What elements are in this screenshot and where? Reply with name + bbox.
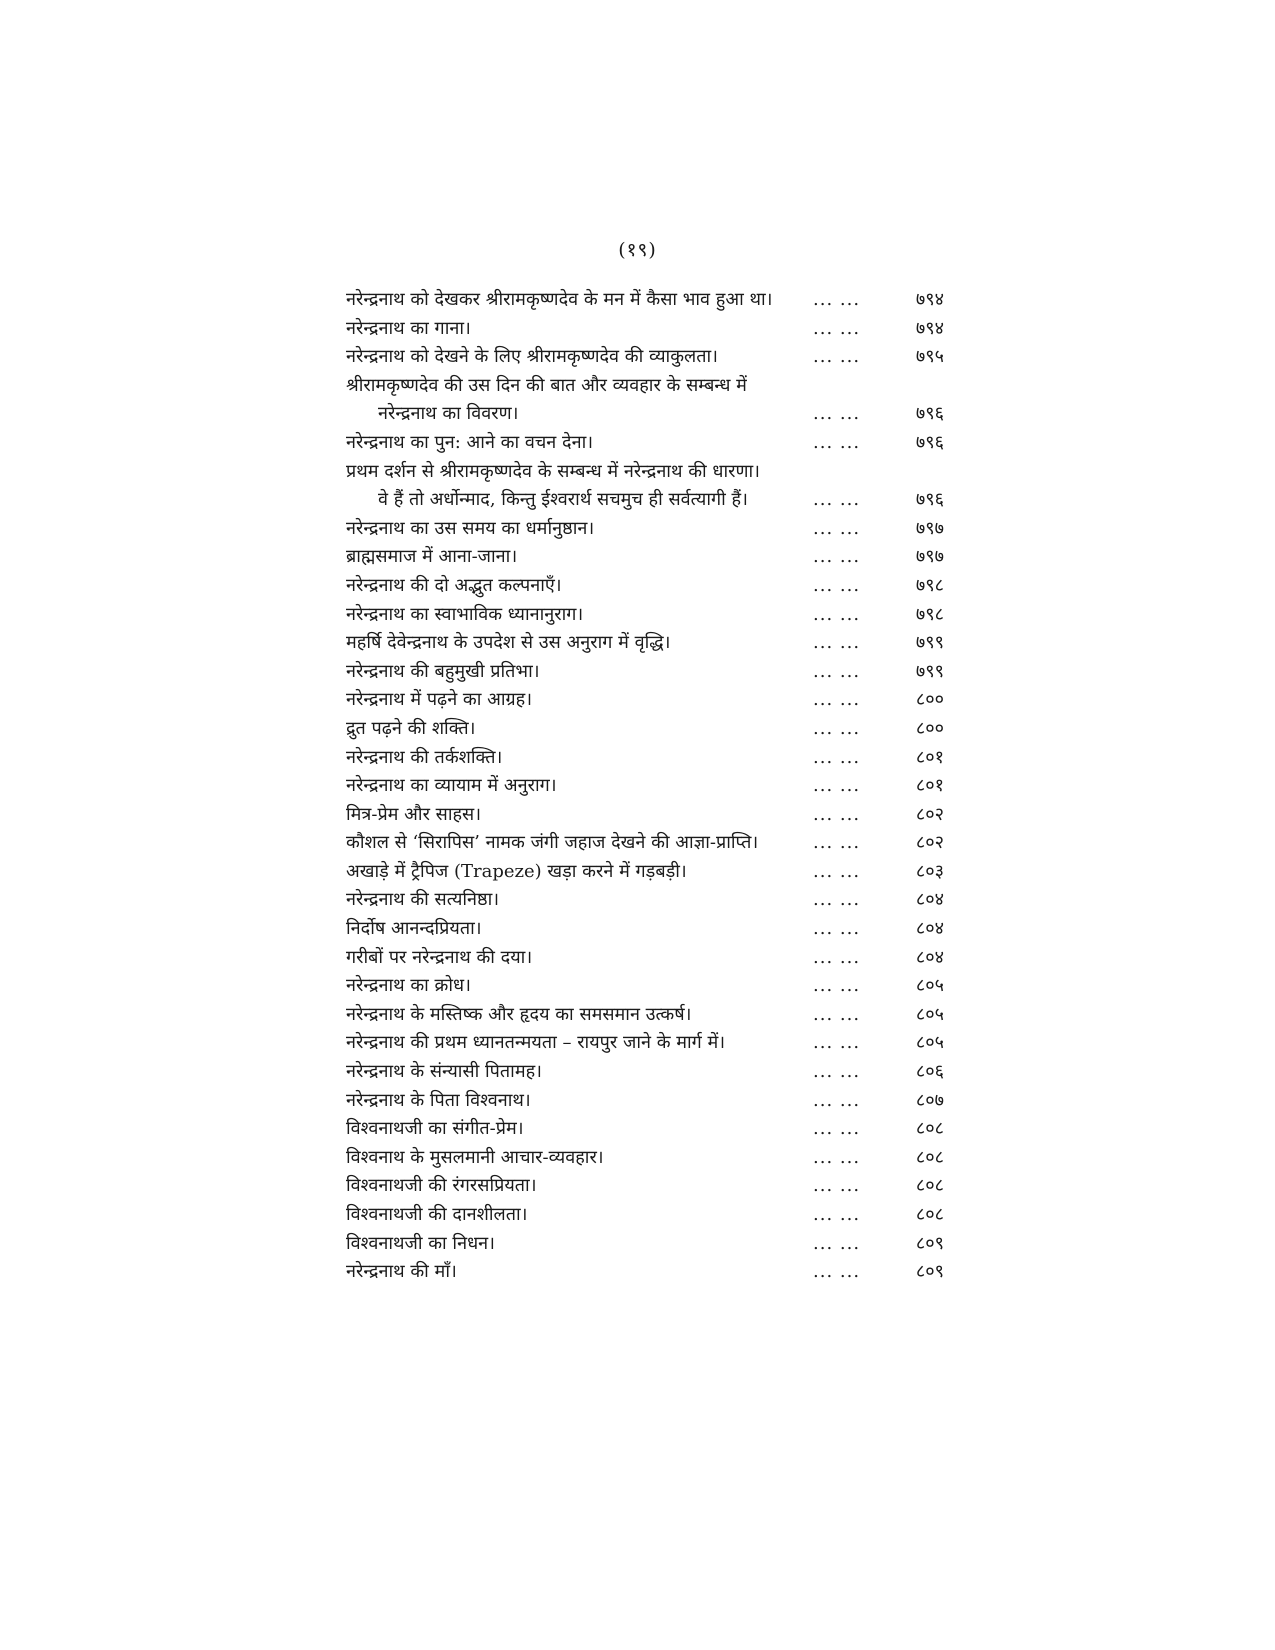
toc-entry-leader: ... ...	[813, 1261, 861, 1283]
toc-entry-title: अखाड़े में ट्रैपिज (Trapeze) खड़ा करने में गड़बड़ी।	[346, 860, 687, 882]
toc-entry-leader: ... ...	[813, 1232, 861, 1254]
toc-entry-leader: ... ...	[813, 546, 861, 568]
toc-entry-page: ७९९	[915, 660, 944, 682]
toc-entry-title: नरेन्द्रनाथ की दो अद्भुत कल्पनाएँ।	[346, 574, 562, 596]
toc-entry-leader: ... ...	[813, 803, 861, 825]
toc-entry-leader: ... ...	[813, 574, 861, 596]
toc-entry	[346, 1058, 946, 1087]
toc-entry-page: ८०७	[915, 1089, 944, 1111]
toc-entry	[346, 458, 946, 487]
toc-entry-title: नरेन्द्रनाथ की तर्कशक्ति।	[346, 746, 503, 768]
toc-entry	[346, 343, 946, 372]
toc-entry-title: प्रथम दर्शन से श्रीरामकृष्णदेव के सम्बन्ध में नरेन्द्रनाथ की धारणा।	[346, 460, 760, 482]
toc-entry	[346, 400, 946, 429]
toc-entry	[346, 744, 946, 773]
toc-entry-leader: ... ...	[813, 689, 861, 711]
toc-entry-leader: ... ...	[813, 1032, 861, 1054]
toc-entry-leader: ... ...	[813, 632, 861, 654]
toc-entry-leader: ... ...	[813, 517, 861, 539]
toc-entry-leader: ... ...	[813, 431, 861, 453]
toc-entry-title: नरेन्द्रनाथ का गाना।	[346, 317, 471, 339]
table-of-contents	[346, 286, 946, 1287]
toc-entry-page: ७९६	[915, 403, 944, 425]
toc-entry-page: ७९७	[915, 546, 944, 568]
toc-entry-title: नरेन्द्रनाथ को देखने के लिए श्रीरामकृष्णदेव की व्याकुलता।	[346, 346, 718, 368]
toc-entry	[346, 315, 946, 344]
toc-entry-page: ८०२	[915, 803, 944, 825]
toc-entry	[346, 1230, 946, 1259]
toc-entry-title: विश्वनाथ के मुसलमानी आचार-व्यवहार।	[346, 1146, 604, 1168]
toc-entry-leader: ... ...	[813, 1061, 861, 1083]
toc-entry-page: ७९५	[915, 346, 944, 368]
toc-entry-title: विश्वनाथजी की रंगरसप्रियता।	[346, 1175, 537, 1197]
toc-entry-title: वे हैं तो अर्धोन्माद, किन्तु ईश्वरार्थ सचमुच ही सर्वत्यागी हैं।	[378, 489, 748, 511]
toc-entry-title: नरेन्द्रनाथ के संन्यासी पितामह।	[346, 1061, 542, 1083]
toc-entry	[346, 1201, 946, 1230]
toc-entry-leader: ... ...	[813, 489, 861, 511]
toc-entry-title: नरेन्द्रनाथ का पुन: आने का वचन देना।	[346, 431, 594, 453]
toc-entry-title: विश्वनाथजी की दानशीलता।	[346, 1204, 528, 1225]
toc-entry	[346, 886, 946, 915]
toc-entry-page: ७९४	[915, 317, 944, 339]
toc-entry-title: नरेन्द्रनाथ की बहुमुखी प्रतिभा।	[346, 660, 540, 682]
toc-entry-title: गरीबों पर नरेन्द्रनाथ की दया।	[346, 946, 533, 968]
toc-entry-title: श्रीरामकृष्णदेव की उस दिन की बात और व्यवहार के सम्बन्ध में	[346, 374, 747, 396]
toc-entry-leader: ... ...	[813, 289, 861, 310]
toc-entry-leader: ... ...	[813, 317, 861, 339]
toc-entry	[346, 629, 946, 658]
toc-entry-page: ८०४	[915, 918, 944, 940]
toc-entry	[346, 1001, 946, 1030]
toc-entry-page: ७९६	[915, 489, 944, 511]
toc-entry	[346, 972, 946, 1001]
toc-entry-leader: ... ...	[813, 975, 861, 997]
toc-entry-leader: ... ...	[813, 1204, 861, 1225]
toc-entry-page: ७९६	[915, 431, 944, 453]
toc-entry-page: ८०८	[915, 1118, 944, 1140]
toc-entry-title: नरेन्द्रनाथ का स्वाभाविक ध्यानानुराग।	[346, 603, 584, 625]
toc-entry-page: ८०३	[915, 860, 944, 882]
toc-entry-page: ७९७	[915, 517, 944, 539]
toc-entry-leader: ... ...	[813, 660, 861, 682]
toc-entry-leader: ... ...	[813, 832, 861, 854]
toc-entry-page: ७९९	[915, 632, 944, 654]
toc-entry	[346, 1029, 946, 1058]
toc-entry-title: निर्दोष आनन्दप्रियता।	[346, 918, 482, 940]
toc-entry-leader: ... ...	[813, 1175, 861, 1197]
toc-entry-page: ८०९	[915, 1232, 944, 1254]
toc-entry-leader: ... ...	[813, 1118, 861, 1140]
toc-entry-page: ८०५	[915, 975, 944, 997]
toc-entry	[346, 944, 946, 973]
toc-entry-title: नरेन्द्रनाथ का विवरण।	[378, 403, 519, 425]
toc-entry	[346, 286, 946, 315]
toc-entry	[346, 1172, 946, 1201]
toc-entry-page: ८०५	[915, 1032, 944, 1054]
toc-entry-leader: ... ...	[813, 860, 861, 882]
toc-entry	[346, 658, 946, 687]
toc-entry-title: ब्राह्मसमाज में आना-जाना।	[346, 546, 518, 568]
toc-entry	[346, 1115, 946, 1144]
toc-entry	[346, 372, 946, 401]
toc-entry-title: नरेन्द्रनाथ का व्यायाम में अनुराग।	[346, 775, 557, 797]
toc-entry-leader: ... ...	[813, 403, 861, 425]
toc-entry-leader: ... ...	[813, 1003, 861, 1025]
toc-entry-title: नरेन्द्रनाथ की सत्यनिष्ठा।	[346, 889, 500, 911]
toc-entry-page: ८०१	[915, 775, 944, 797]
toc-entry-title: कौशल से ‘सिरापिस’ नामक जंगी जहाज देखने की आज्ञा-प्राप्ति।	[346, 832, 759, 854]
toc-entry-page: ८०४	[915, 889, 944, 911]
toc-entry	[346, 429, 946, 458]
toc-entry-page: ८०९	[915, 1261, 944, 1283]
toc-entry	[346, 572, 946, 601]
toc-entry	[346, 515, 946, 544]
toc-entry-page: ८०८	[915, 1146, 944, 1168]
toc-entry-page: ८०८	[915, 1175, 944, 1197]
toc-entry	[346, 601, 946, 630]
toc-entry-leader: ... ...	[813, 1089, 861, 1111]
toc-entry	[346, 772, 946, 801]
toc-entry-page: ८०१	[915, 746, 944, 768]
toc-entry-page: ८०४	[915, 946, 944, 968]
toc-entry-leader: ... ...	[813, 918, 861, 940]
toc-entry-leader: ... ...	[813, 889, 861, 911]
toc-entry-leader: ... ...	[813, 1146, 861, 1168]
toc-entry	[346, 1144, 946, 1173]
toc-entry-page: ८०८	[915, 1204, 944, 1225]
toc-entry-title: विश्वनाथजी का निधन।	[346, 1232, 495, 1254]
toc-entry-leader: ... ...	[813, 946, 861, 968]
toc-entry-leader: ... ...	[813, 603, 861, 625]
toc-entry-title: नरेन्द्रनाथ के पिता विश्वनाथ।	[346, 1089, 531, 1111]
page-number: (१९)	[618, 239, 657, 261]
toc-entry	[346, 915, 946, 944]
toc-entry-title: मित्र-प्रेम और साहस।	[346, 803, 482, 825]
toc-entry-page: ८०५	[915, 1003, 944, 1025]
toc-entry	[346, 829, 946, 858]
toc-entry-page: ८००	[915, 689, 944, 711]
toc-entry-page: ७९८	[915, 603, 944, 625]
toc-entry-page: ७९४	[915, 289, 944, 310]
toc-entry	[346, 1087, 946, 1116]
toc-entry-leader: ... ...	[813, 346, 861, 368]
toc-entry-leader: ... ...	[813, 775, 861, 797]
toc-entry-title: नरेन्द्रनाथ की प्रथम ध्यानतन्मयता – रायपुर जाने के मार्ग में।	[346, 1032, 726, 1054]
toc-entry-page: ८००	[915, 717, 944, 739]
toc-entry-title: द्रुत पढ़ने की शक्ति।	[346, 717, 476, 739]
toc-entry	[346, 486, 946, 515]
toc-entry	[346, 801, 946, 830]
toc-entry-page: ८०२	[915, 832, 944, 854]
toc-entry-title: नरेन्द्रनाथ के मस्तिष्क और हृदय का समसमान उत्कर्ष।	[346, 1003, 692, 1025]
toc-entry-title: नरेन्द्रनाथ की माँ।	[346, 1261, 457, 1283]
toc-entry	[346, 858, 946, 887]
toc-entry	[346, 1258, 946, 1287]
toc-entry-title: विश्वनाथजी का संगीत-प्रेम।	[346, 1118, 524, 1140]
toc-entry-title: नरेन्द्रनाथ में पढ़ने का आग्रह।	[346, 689, 533, 711]
toc-entry	[346, 686, 946, 715]
toc-entry-page: ७९८	[915, 574, 944, 596]
toc-entry-page: ८०६	[915, 1061, 944, 1083]
toc-entry	[346, 715, 946, 744]
toc-entry-title: नरेन्द्रनाथ का क्रोध।	[346, 975, 471, 997]
toc-entry	[346, 543, 946, 572]
toc-entry-title: नरेन्द्रनाथ को देखकर श्रीरामकृष्णदेव के मन में कैसा भाव हुआ था।	[346, 289, 773, 310]
toc-entry-title: नरेन्द्रनाथ का उस समय का धर्मानुष्ठान।	[346, 517, 595, 539]
toc-entry-leader: ... ...	[813, 717, 861, 739]
toc-entry-title: महर्षि देवेन्द्रनाथ के उपदेश से उस अनुराग में वृद्धि।	[346, 632, 671, 654]
toc-entry-leader: ... ...	[813, 746, 861, 768]
